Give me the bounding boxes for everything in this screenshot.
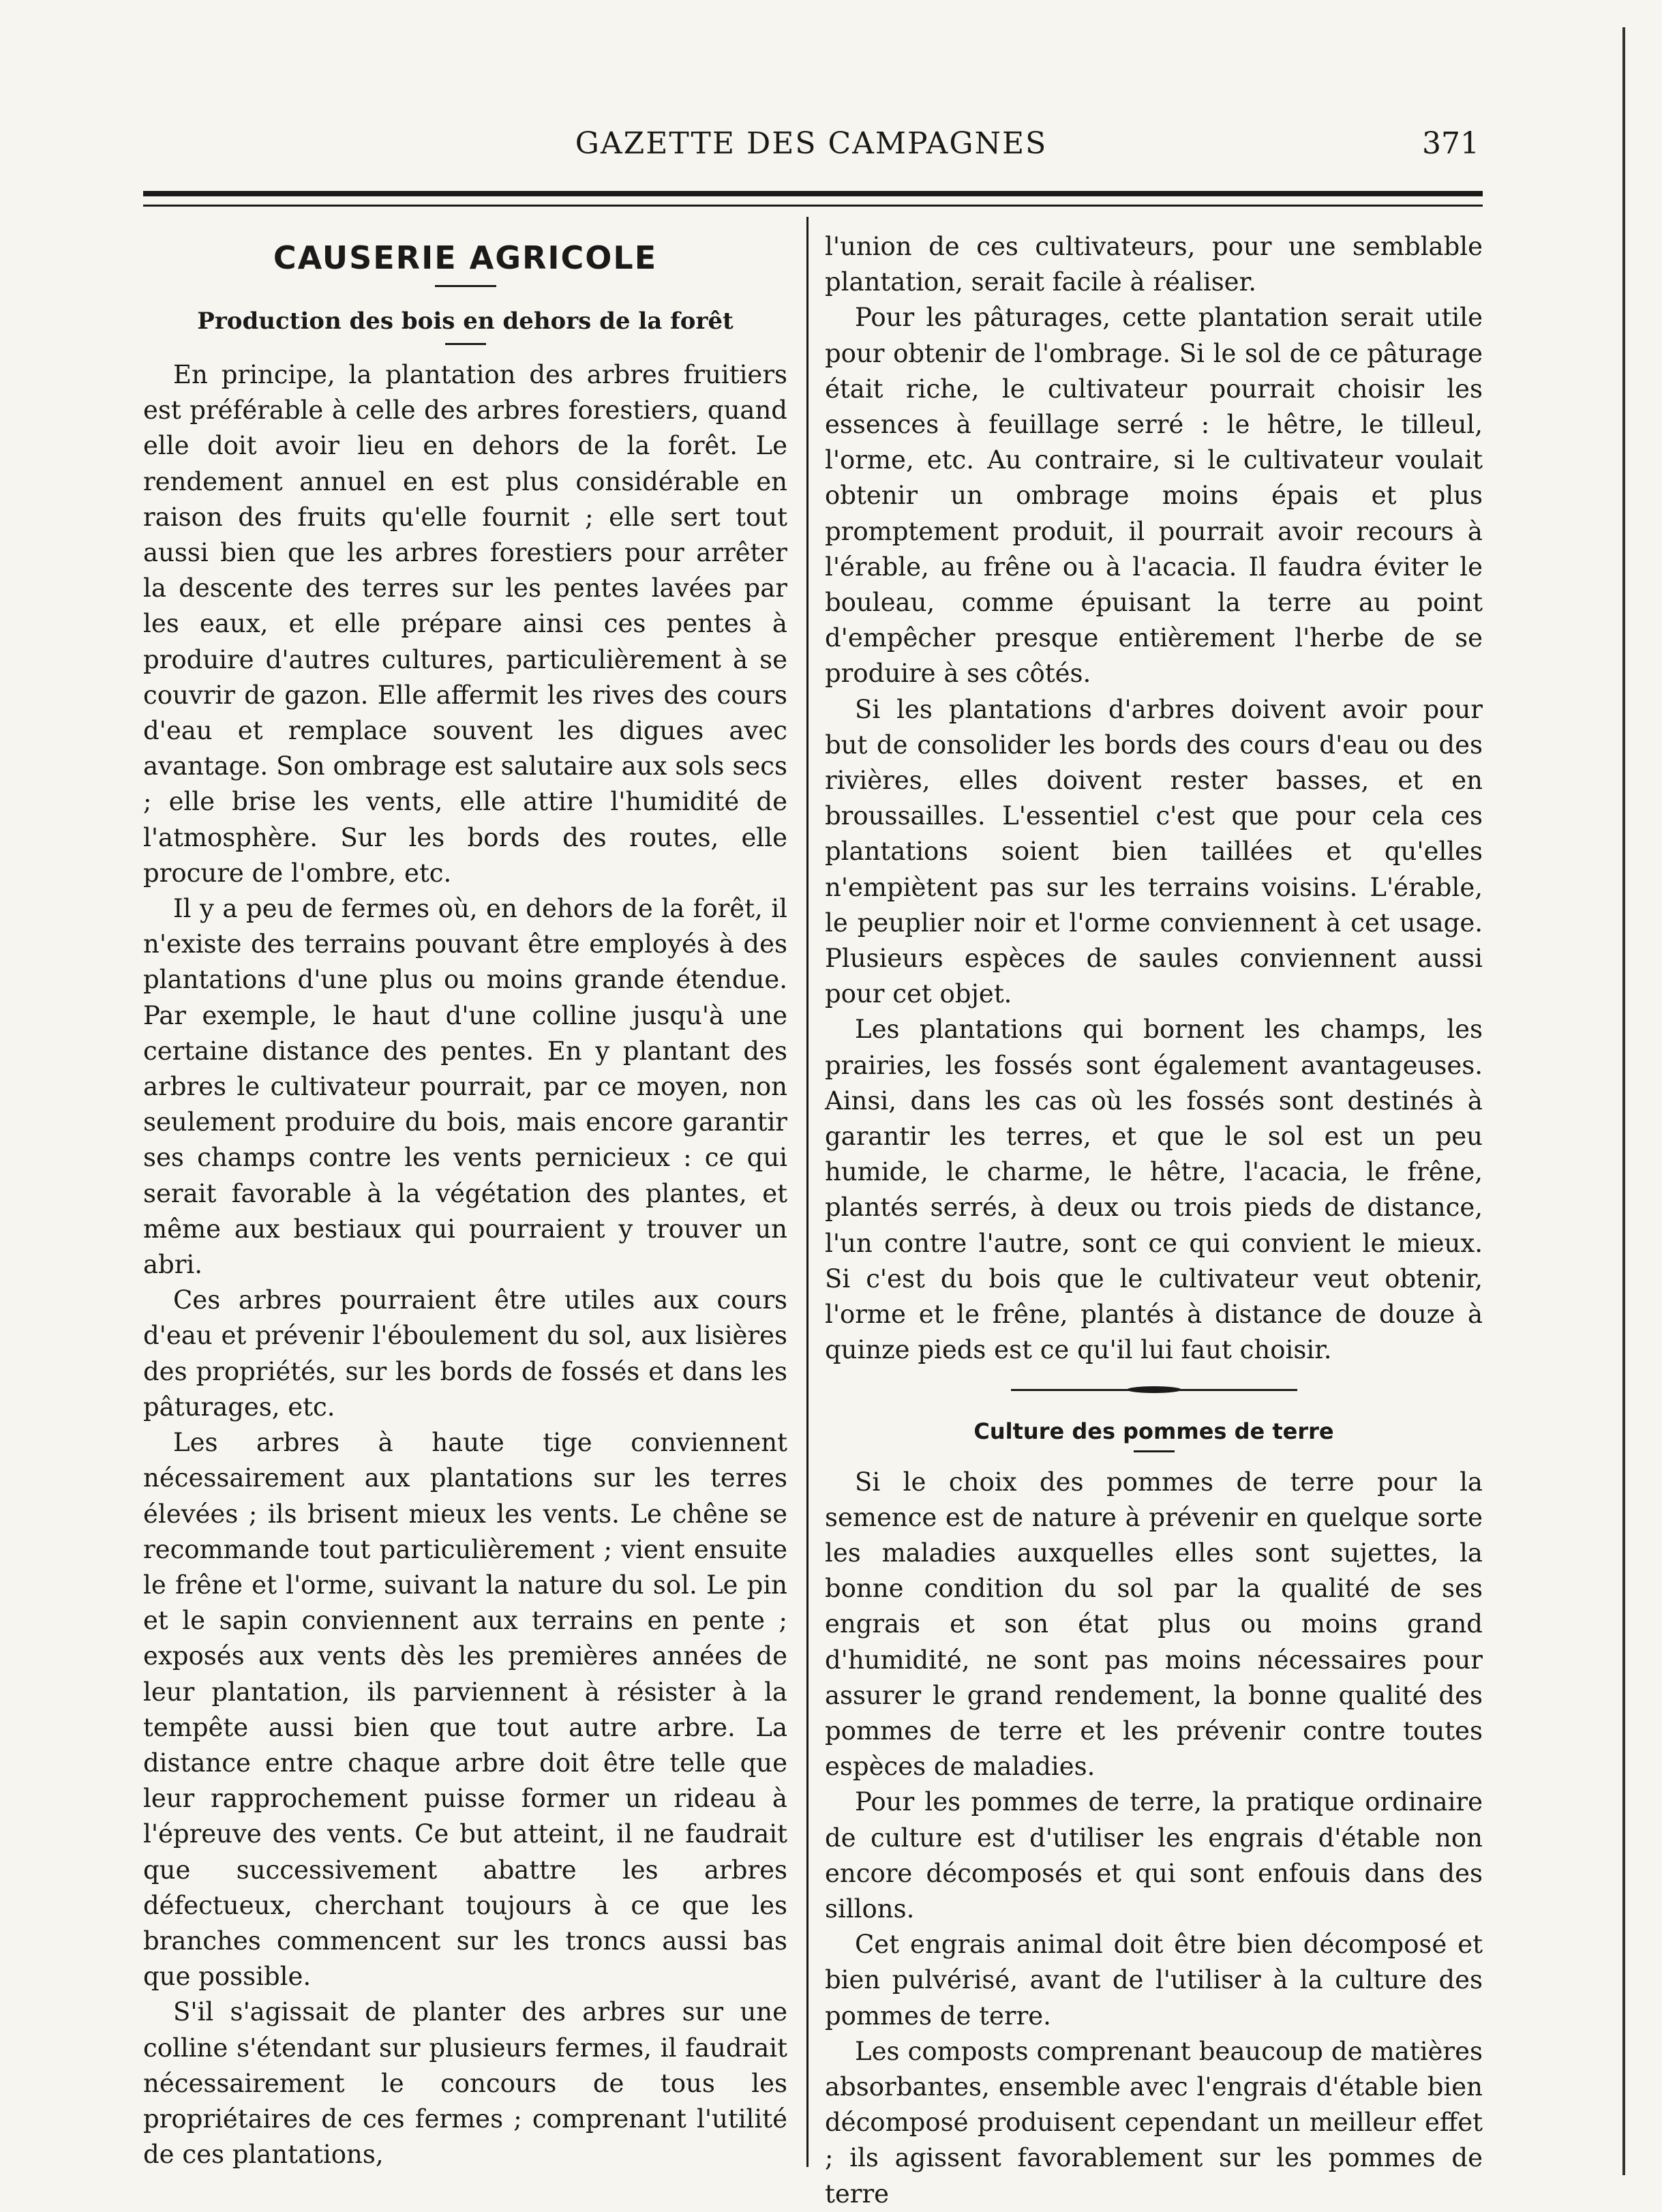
paragraph: Les composts comprenant beaucoup de matières absorbantes, ensemble avec l'engrais d'étable bien décomposé produisent cependant un meilleur effet ; ils agissent favorablement sur les pommes de terre bbox=[825, 2036, 1483, 2209]
running-title: GAZETTE DES CAMPAGNES bbox=[575, 126, 1048, 161]
paragraph: l'union de ces cultivateurs, pour une semblable plantation, serait facile à réaliser. bbox=[825, 232, 1483, 297]
column-divider bbox=[806, 217, 809, 2167]
paragraph: Si les plantations d'arbres doivent avoir pour but de consolider les bords des cours d'eau ou des rivières, elles doivent rester basses, et en broussailles. L'essentiel c'est que pour cela ces plantations soient bien taillées et qu'elles n'empiètent pas sur les terrains voisins. L'érable, le peuplier noir et l'orme conviennent à cet usage. Plusieurs espèces de saules conviennent aussi pour cet objet. bbox=[825, 694, 1483, 1009]
section-title: CAUSERIE AGRICOLE bbox=[273, 239, 658, 276]
paragraph: Les plantations qui bornent les champs, les prairies, les fossés sont également avantageuses. Ainsi, dans les cas où les fossés sont destinés à garantir les terres, et que le sol est un peu humide, le charme, le hêtre, l'acacia, le frêne, plantés serrés, à deux ou trois pieds de distance, l'un contre l'autre, sont ce qui convient le mieux. Si c'est du bois que le cultivateur veut obtenir, l'orme et le frêne, plantés à distance de douze à quinze pieds est ce qu'il lui faut choisir. bbox=[825, 1015, 1483, 1365]
paragraph: Cet engrais animal doit être bien décomposé et bien pulvérisé, avant de l'utiliser à la culture des pommes de terre. bbox=[825, 1930, 1483, 2031]
paragraph: S'il s'agissait de planter des arbres sur une colline s'étendant sur plusieurs fermes, il faudrait nécessairement le concours de tous les propriétaires de ces fermes ; comprenant l'utilité de ces plantations, bbox=[143, 1997, 787, 2170]
header-rule-thick bbox=[143, 191, 1483, 196]
left-column bbox=[143, 232, 787, 2172]
subtitle-rule bbox=[445, 343, 486, 345]
subtitle-rule bbox=[1134, 1450, 1175, 1452]
paragraph: Les arbres à haute tige conviennent nécessairement aux plantations sur les terres élevées ; ils brisent mieux les vents. Le chêne se recommande tout particulièrement ; vient ensuite le frêne et l'orme, suivant la nature du sol. Le pin et le sapin conviennent aux terrains en pente ; exposés aux vents dès les premières années de leur plantation, ils parviennent à résister à la tempête aussi bien que tout autre arbre. La distance entre chaque arbre doit être telle que leur rapprochement puisse former un rideau à l'épreuve des vents. Ce but atteint, il ne faudrait que successivement abattre les arbres défectueux, cherchant toujours à ce que les branches commencent sur les troncs aussi bas que possible. bbox=[143, 1428, 787, 1992]
paragraph: Il y a peu de fermes où, en dehors de la forêt, il n'existe des terrains pouvant être employés à des plantations d'une plus ou moins grande étendue. Par exemple, le haut d'une colline jusqu'à une certaine distance des pentes. En y plantant des arbres le cultivateur pourrait, par ce moyen, non seulement produire du bois, mais encore garantir ses champs contre les vents pernicieux : ce qui serait favorable à la végétation des plantes, et même aux bestiaux qui pourraient y trouver un abri. bbox=[143, 894, 787, 1280]
paragraph: Ces arbres pourraient être utiles aux cours d'eau et prévenir l'éboulement du sol, aux lisières des propriétés, sur les bords de fossés et dans les pâturages, etc. bbox=[143, 1285, 787, 1422]
paragraph: Si le choix des pommes de terre pour la semence est de nature à prévenir en quelque sorte les maladies auxquelles elles sont sujettes, la bonne condition du sol par la qualité de ses engrais et son état plus ou moins grand d'humidité, ne sont pas moins nécessaires pour assurer le grand rendement, la bonne qualité des pommes de terre et les prévenir contre toutes espèces de maladies. bbox=[825, 1467, 1483, 1782]
page-edge-line bbox=[1622, 27, 1625, 2175]
header-rule-thin bbox=[143, 205, 1483, 207]
section-ornament bbox=[1011, 1386, 1297, 1394]
paragraph: Pour les pâturages, cette plantation serait utile pour obtenir de l'ombrage. Si le sol de ce pâturage était riche, le cultivateur pourrait choisir les essences à feuillage serré : le hêtre, le tilleul, l'orme, etc. Au contraire, si le cultivateur voulait obtenir un ombrage moins épais et plus promptement produit, il pourrait avoir recours à l'érable, au frêne ou à l'acacia. Il faudra éviter le bouleau, comme épuisant la terre au point d'empêcher presque entièrement l'herbe de se produire à ses côtés. bbox=[825, 303, 1483, 689]
article-subtitle: Production des bois en dehors de la forêt bbox=[197, 308, 734, 335]
page-number: 371 bbox=[1422, 126, 1479, 161]
title-rule bbox=[435, 285, 496, 287]
paragraph: Pour les pommes de terre, la pratique ordinaire de culture est d'utiliser les engrais d'étable non encore décomposés et qui sont enfouis dans des sillons. bbox=[825, 1787, 1483, 1924]
article-subtitle: Culture des pommes de terre bbox=[973, 1418, 1334, 1444]
right-column bbox=[825, 229, 1483, 2212]
paragraph: En principe, la plantation des arbres fruitiers est préférable à celle des arbres forestiers, quand elle doit avoir lieu en dehors de la forêt. Le rendement annuel en est plus considérable en raison des fruits qu'elle fournit ; elle sert tout aussi bien que les arbres forestiers pour arrêter la descente des terres sur les pentes lavées par les eaux, et elle prépare ainsi ces pentes à produire d'autres cultures, particulièrement à se couvrir de gazon. Elle affermit les rives des cours d'eau et remplace souvent les digues avec avantage. Son ombrage est salutaire aux sols secs ; elle brise les vents, elle attire l'humidité de l'atmosphère. Sur les bords des routes, elle procure de l'ombre, etc. bbox=[143, 360, 787, 888]
page-header bbox=[143, 126, 1479, 167]
